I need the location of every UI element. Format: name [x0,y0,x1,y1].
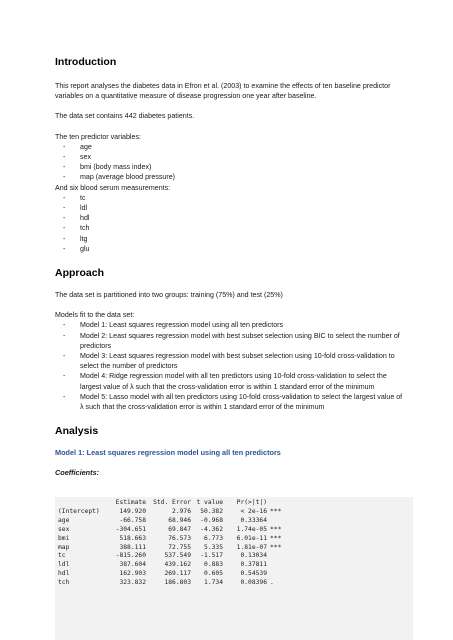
intro-paragraph: This report analyses the diabetes data in Efron et al. (2003) to examine the effects of ten baseline predictor variables on a quantitative measure of disease progression one year after baseline. [55,82,391,101]
estimate-value: 388.111 [119,543,146,551]
p-value: 0.54539 [240,570,267,578]
table-row [58,552,286,561]
predictors-intro: The ten predictor variables: [55,132,141,141]
t-value: 6.773 [204,534,223,542]
models-intro: Models fit to the data set: [55,311,135,320]
column-header: t value [196,499,223,506]
list-item: - hdl [55,213,405,223]
table-row [58,579,286,588]
coefficients-table [58,499,286,588]
column-header: Estimate [115,499,146,506]
std-error-value: 76.573 [168,534,191,542]
predictor-list [55,142,405,183]
analysis-heading: Analysis [55,425,99,438]
list-item: - tch [55,223,405,233]
p-value: 1.74e-05 [236,525,267,533]
p-value: 0.37811 [240,561,267,569]
p-value: 0.33364 [240,516,267,524]
estimate-value: 162.903 [119,570,146,578]
approach-heading: Approach [55,267,105,280]
serum-list [55,193,405,254]
dataset-size-text: The data set contains 442 diabetes patients. [55,112,195,121]
table-row [58,526,286,535]
std-error-value: 186.803 [164,579,191,587]
std-error-value: 439.162 [164,561,191,569]
p-value: 6.01e-11 [236,534,267,542]
std-error-value: 72.755 [168,543,191,551]
std-error-value: 537.549 [164,552,191,560]
std-error-value: 68.946 [168,516,191,524]
estimate-value: -304.651 [115,525,146,533]
list-item: - bmi (body mass index) [55,162,405,172]
p-value: 0.08396 [240,579,267,587]
list-item: - tc [55,193,405,203]
std-error-value: 269.117 [164,570,191,578]
introduction-heading: Introduction [55,56,117,68]
significance-code: . [270,579,274,587]
term-name: age [58,516,70,524]
term-name: sex [58,525,70,533]
term-name: (Intercept) [58,507,100,515]
p-value: < 2e-16 [240,507,267,515]
t-value: 5.335 [204,543,223,551]
t-value: -0.968 [200,516,223,524]
coefficients-output [55,497,413,640]
significance-code: *** [270,543,282,551]
term-name: ldl [58,561,70,569]
significance-code: *** [270,507,282,515]
column-header [58,499,106,508]
estimate-value: 518.663 [119,534,146,542]
column-header: Std. Error [153,499,191,506]
list-item: - Model 1: Least squares regression model using all ten predictors [55,320,405,330]
p-value: 0.13034 [240,552,267,560]
document-body [55,56,405,478]
term-name: hdl [58,570,70,578]
list-item: - sex [55,152,405,162]
list-item: - ltg [55,234,405,244]
table-header-row [58,499,286,508]
partition-text: The data set is partitioned into two groups: training (75%) and test (25%) [55,291,283,300]
coefficients-label: Coefficients: [55,468,100,478]
estimate-value: -815.260 [115,552,146,560]
table-row [58,561,286,570]
significance-code: *** [270,525,282,533]
std-error-value: 69.847 [168,525,191,533]
significance-code [267,517,286,526]
estimate-value: 387.604 [119,561,146,569]
significance-code [267,570,286,579]
table-row [58,544,286,553]
significance-code: *** [270,534,282,542]
estimate-value: 323.832 [119,579,146,587]
t-value: 1.734 [204,579,223,587]
list-item: - Model 5: Lasso model with all ten predictors using 10-fold cross-validation to select the largest value of λ such that the cross-validation error is within 1 standard error of the minimum [55,392,405,412]
list-item: - ldl [55,203,405,213]
estimate-value: 149.920 [119,507,146,515]
list-item: - Model 3: Least squares regression model with best subset selection using 10-fold cross-validation to select the number of predictors [55,351,405,371]
t-value: 50.382 [200,507,223,515]
table-row [58,517,286,526]
p-value: 1.81e-07 [236,543,267,551]
t-value: -1.517 [200,552,223,560]
t-value: -4.362 [200,525,223,533]
t-value: 0.605 [204,570,223,578]
serum-intro: And six blood serum measurements: [55,183,171,192]
list-item: - Model 2: Least squares regression model with best subset selection using BIC to select the number of predictors [55,331,405,351]
t-value: 0.883 [204,561,223,569]
table-row [58,570,286,579]
term-name: tc [58,552,66,560]
estimate-value: -66.758 [119,516,146,524]
list-item: - map (average blood pressure) [55,172,405,182]
column-header: Pr(>|t|) [236,499,267,506]
list-item: - Model 4: Ridge regression model with all ten predictors using 10-fold cross-validation to select the largest value of λ such that the cross-validation error is within 1 standard error of the minimum [55,371,405,391]
table-row [58,508,286,517]
term-name: map [58,543,70,551]
column-header [267,499,286,508]
models-list [55,320,405,412]
model1-heading: Model 1: Least squares regression model using all ten predictors [55,448,281,458]
list-item: - glu [55,244,405,254]
term-name: tch [58,579,70,587]
table-row [58,535,286,544]
term-name: bmi [58,534,70,542]
significance-code [267,552,286,561]
std-error-value: 2.976 [172,507,191,515]
list-item: - age [55,142,405,152]
significance-code [267,561,286,570]
